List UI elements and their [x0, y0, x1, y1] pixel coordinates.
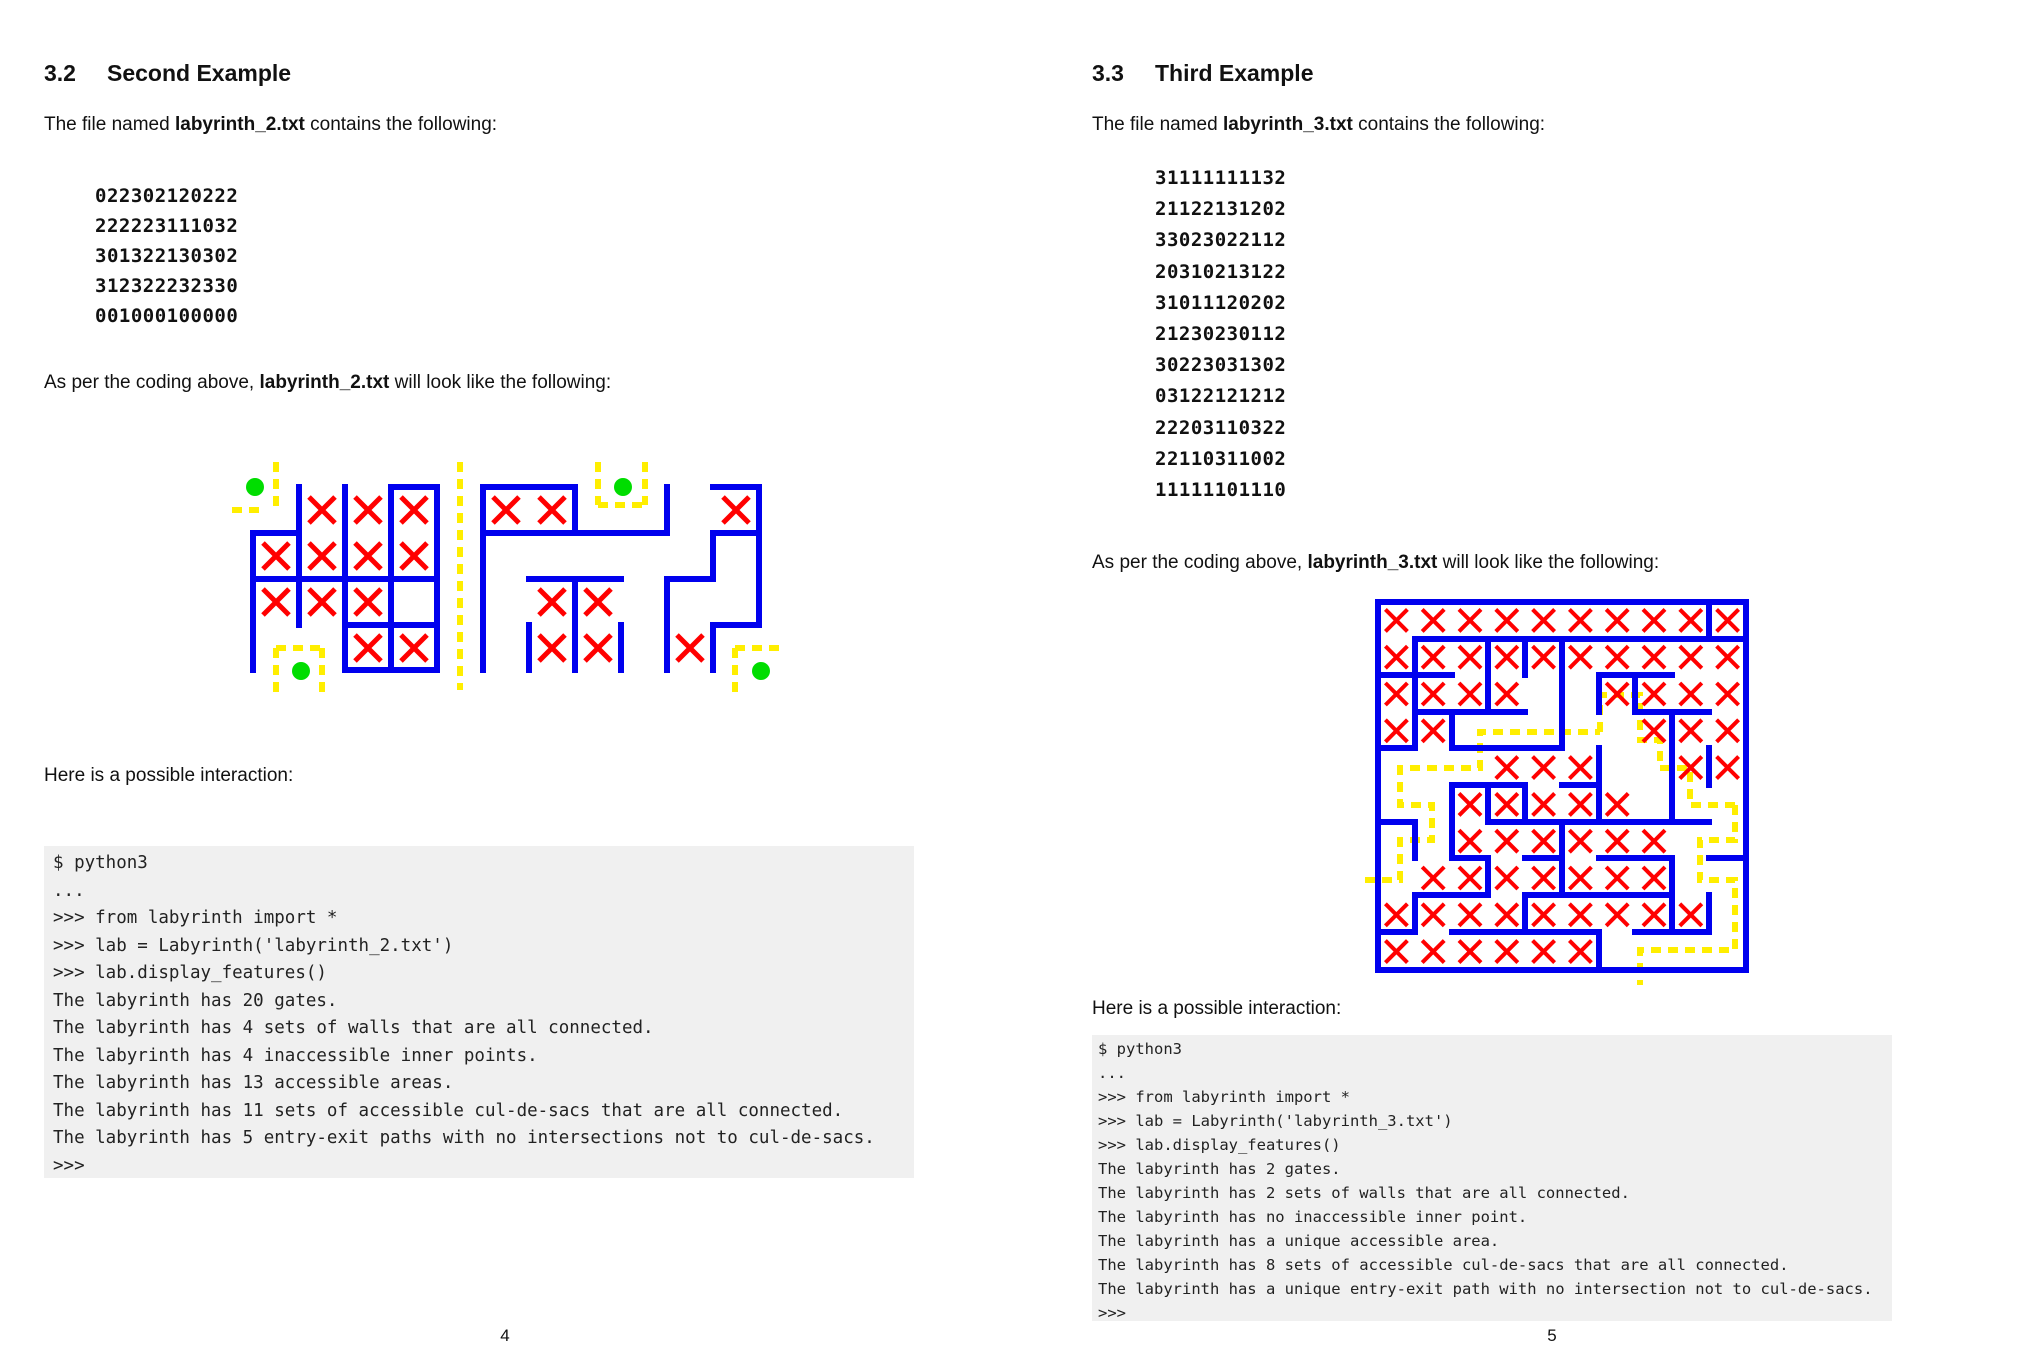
cul-de-sac-mark [1459, 830, 1481, 852]
cul-de-sac-mark [1643, 609, 1665, 631]
cul-de-sac-mark [1680, 720, 1702, 742]
cul-de-sac-mark [1385, 646, 1407, 668]
section-title: Third Example [1155, 60, 1314, 86]
terminal-line: The labyrinth has 13 accessible areas. [53, 1073, 454, 1093]
file-line: 31111111132 [1155, 167, 1287, 189]
cul-de-sac-mark [539, 497, 565, 523]
cul-de-sac-mark [1496, 830, 1518, 852]
terminal-line: The labyrinth has 20 gates. [53, 990, 338, 1011]
cul-de-sac-mark [1606, 683, 1628, 705]
terminal-session [1092, 1035, 1892, 1321]
cul-de-sac-mark [1385, 904, 1407, 926]
terminal-line: The labyrinth has 2 gates. [1098, 1160, 1341, 1178]
cul-de-sac-mark [1680, 904, 1702, 926]
cul-de-sac-mark [355, 543, 381, 569]
cul-de-sac-mark [1606, 646, 1628, 668]
coding-sentence [44, 372, 611, 394]
file-line: 21122131202 [1155, 198, 1287, 221]
section-heading [44, 60, 291, 87]
cul-de-sac-mark [1459, 609, 1481, 631]
terminal-line: >>> lab.display_features() [1098, 1136, 1341, 1154]
terminal-line: $ python3 [53, 853, 148, 873]
terminal-line: The labyrinth has 5 entry-exit paths with no intersections not to cul-de-sacs. [53, 1128, 875, 1148]
cul-de-sac-mark [1606, 830, 1628, 852]
terminal-line: >>> from labyrinth import * [1098, 1088, 1350, 1106]
file-line: 222223111032 [95, 215, 239, 237]
cul-de-sac-mark [1717, 646, 1739, 668]
coding-prefix: As per the coding above, [1092, 552, 1308, 573]
terminal-line: ... [1098, 1064, 1126, 1082]
cul-de-sac-mark [1385, 683, 1407, 705]
cul-de-sac-mark [1606, 609, 1628, 631]
cul-de-sac-mark [401, 635, 427, 661]
cul-de-sac-mark [309, 543, 335, 569]
terminal-line: The labyrinth has 2 sets of walls that are all connected. [1098, 1184, 1630, 1202]
terminal-line: >>> lab = Labyrinth('labyrinth_3.txt') [1098, 1112, 1453, 1130]
cul-de-sac-mark [355, 635, 381, 661]
cul-de-sac-mark [1569, 867, 1591, 889]
inaccessible-point [752, 662, 770, 680]
coding-suffix: will look like the following: [1437, 552, 1660, 573]
cul-de-sac-mark [1496, 867, 1518, 889]
cul-de-sac-mark [1643, 904, 1665, 926]
cul-de-sac-mark [263, 589, 289, 615]
terminal-line: The labyrinth has a unique accessible area. [1098, 1232, 1500, 1250]
coding-prefix: As per the coding above, [44, 372, 260, 393]
terminal-line: The labyrinth has 11 sets of accessible cul-de-sacs that are all connected. [53, 1100, 844, 1121]
cul-de-sac-mark [1496, 941, 1518, 963]
cul-de-sac-mark [1569, 609, 1591, 631]
cul-de-sac-mark [1496, 793, 1518, 815]
cul-de-sac-mark [1533, 609, 1555, 631]
cul-de-sac-mark [1496, 609, 1518, 631]
file-line: 20310213122 [1155, 260, 1287, 283]
cul-de-sac-mark [1496, 683, 1518, 705]
file-line: 001000100000 [95, 305, 239, 327]
cul-de-sac-mark [1569, 904, 1591, 926]
cul-de-sac-mark [1643, 830, 1665, 852]
cul-de-sac-mark [1459, 941, 1481, 963]
file-line: 22203110322 [1155, 416, 1287, 439]
cul-de-sac-mark [1422, 867, 1444, 889]
cul-de-sac-mark [1606, 793, 1628, 815]
file-line: 30223031302 [1155, 354, 1287, 377]
cul-de-sac-mark [1717, 609, 1739, 631]
cul-de-sac-mark [1533, 757, 1555, 779]
cul-de-sac-mark [401, 543, 427, 569]
file-line: 312322232330 [95, 275, 239, 297]
terminal-line: >>> from labyrinth import * [53, 908, 338, 928]
cul-de-sac-mark [1422, 904, 1444, 926]
file-intro [1092, 114, 1545, 136]
cul-de-sac-mark [1680, 609, 1702, 631]
inaccessible-point [292, 662, 310, 680]
file-line: 22110311002 [1155, 447, 1287, 470]
cul-de-sac-mark [1422, 609, 1444, 631]
terminal-line: ... [53, 880, 85, 901]
cul-de-sac-mark [1459, 646, 1481, 668]
cul-de-sac-mark [539, 589, 565, 615]
cul-de-sac-mark [1459, 904, 1481, 926]
cul-de-sac-mark [1533, 830, 1555, 852]
inaccessible-point [614, 478, 632, 496]
terminal-line: >>> lab = Labyrinth('labyrinth_2.txt') [53, 935, 454, 956]
cul-de-sac-mark [309, 497, 335, 523]
cul-de-sac-mark [1717, 683, 1739, 705]
cul-de-sac-mark [493, 497, 519, 523]
cul-de-sac-mark [1606, 904, 1628, 926]
file-line: 11111101110 [1155, 479, 1287, 502]
inaccessible-point [246, 478, 264, 496]
cul-de-sac-mark [1680, 683, 1702, 705]
cul-de-sac-mark [1385, 720, 1407, 742]
section-number: 3.2 [44, 60, 76, 86]
cul-de-sac-mark [1606, 867, 1628, 889]
terminal-session [44, 846, 914, 1178]
cul-de-sac-mark [1496, 757, 1518, 779]
labyrinth-3-figure [1352, 595, 1772, 995]
intro-prefix: The file named [1092, 114, 1223, 135]
cul-de-sac-mark [401, 497, 427, 523]
terminal-line: >>> [1098, 1304, 1126, 1322]
file-line: 022302120222 [95, 185, 239, 207]
interaction-label: Here is a possible interaction: [1092, 998, 1342, 1019]
terminal-line: The labyrinth has 4 sets of walls that are all connected. [53, 1018, 654, 1038]
cul-de-sac-mark [1496, 646, 1518, 668]
cul-de-sac-mark [1569, 793, 1591, 815]
cul-de-sac-mark [1643, 867, 1665, 889]
cul-de-sac-mark [1533, 941, 1555, 963]
cul-de-sac-mark [1496, 904, 1518, 926]
terminal-line: The labyrinth has a unique entry-exit path with no intersection not to cul-de-sacs. [1098, 1280, 1873, 1298]
terminal-line: $ python3 [1098, 1040, 1182, 1058]
cul-de-sac-mark [1459, 683, 1481, 705]
cul-de-sac-mark [1422, 720, 1444, 742]
file-line: 301322130302 [95, 245, 239, 267]
cul-de-sac-mark [1385, 609, 1407, 631]
file-line: 21230230112 [1155, 323, 1287, 346]
cul-de-sac-mark [1422, 646, 1444, 668]
cul-de-sac-mark [355, 497, 381, 523]
terminal-line: The labyrinth has no inaccessible inner point. [1098, 1208, 1528, 1226]
intro-prefix: The file named [44, 114, 175, 135]
cul-de-sac-mark [1569, 830, 1591, 852]
cul-de-sac-mark [1643, 646, 1665, 668]
path-layer [1365, 695, 1735, 985]
cul-de-sac-mark [1459, 793, 1481, 815]
labyrinth-2-figure [220, 455, 800, 705]
coding-file: labyrinth_3.txt [1307, 552, 1438, 573]
file-line: 33023022112 [1155, 229, 1287, 252]
file-contents [95, 181, 238, 331]
cul-de-sac-mark [1643, 683, 1665, 705]
section-title: Second Example [107, 60, 292, 86]
file-intro [44, 114, 497, 136]
cul-de-sac-mark [1717, 757, 1739, 779]
cul-de-sac-mark [263, 543, 289, 569]
cul-de-sac-mark [1422, 683, 1444, 705]
cul-de-sac-mark [1533, 646, 1555, 668]
file-name: labyrinth_3.txt [1222, 114, 1353, 135]
coding-file: labyrinth_2.txt [259, 372, 390, 393]
cul-de-sac-mark [585, 589, 611, 615]
section-number: 3.3 [1092, 60, 1124, 86]
cul-de-sac-mark [723, 497, 749, 523]
section-heading [1092, 60, 1313, 87]
file-name: labyrinth_2.txt [174, 114, 305, 135]
cul-de-sac-mark [1680, 646, 1702, 668]
cul-de-sac-mark [1422, 941, 1444, 963]
file-contents [1155, 163, 1286, 506]
cul-de-sac-mark [1459, 867, 1481, 889]
page-number: 5 [1547, 1326, 1557, 1345]
file-line: 31011120202 [1155, 291, 1287, 314]
terminal-line: The labyrinth has 8 sets of accessible cul-de-sacs that are all connected. [1098, 1256, 1789, 1274]
cul-de-sac-mark [1569, 941, 1591, 963]
cul-de-sac-mark [1533, 793, 1555, 815]
terminal-line: >>> [53, 1155, 85, 1176]
interaction-label: Here is a possible interaction: [44, 765, 294, 786]
terminal-line: The labyrinth has 4 inaccessible inner points. [53, 1045, 538, 1066]
page-number: 4 [500, 1326, 510, 1345]
cul-de-sac-mark [677, 635, 703, 661]
cul-de-sac-mark [355, 589, 381, 615]
coding-sentence [1092, 552, 1659, 574]
cul-de-sac-mark [1533, 867, 1555, 889]
intro-suffix: contains the following: [304, 114, 498, 135]
coding-suffix: will look like the following: [389, 372, 612, 393]
cul-de-sac-mark [1533, 904, 1555, 926]
cul-de-sac-mark [1717, 720, 1739, 742]
cul-de-sac-mark [1385, 941, 1407, 963]
cul-de-sac-mark [1569, 757, 1591, 779]
cul-de-sac-mark [585, 635, 611, 661]
file-line: 03122121212 [1155, 385, 1287, 408]
page-5 [1012, 0, 2024, 1368]
terminal-line: >>> lab.display_features() [53, 963, 327, 983]
cul-de-sac-mark [1569, 646, 1591, 668]
cul-de-sac-mark [539, 635, 565, 661]
cul-de-sac-mark [309, 589, 335, 615]
intro-suffix: contains the following: [1352, 114, 1546, 135]
